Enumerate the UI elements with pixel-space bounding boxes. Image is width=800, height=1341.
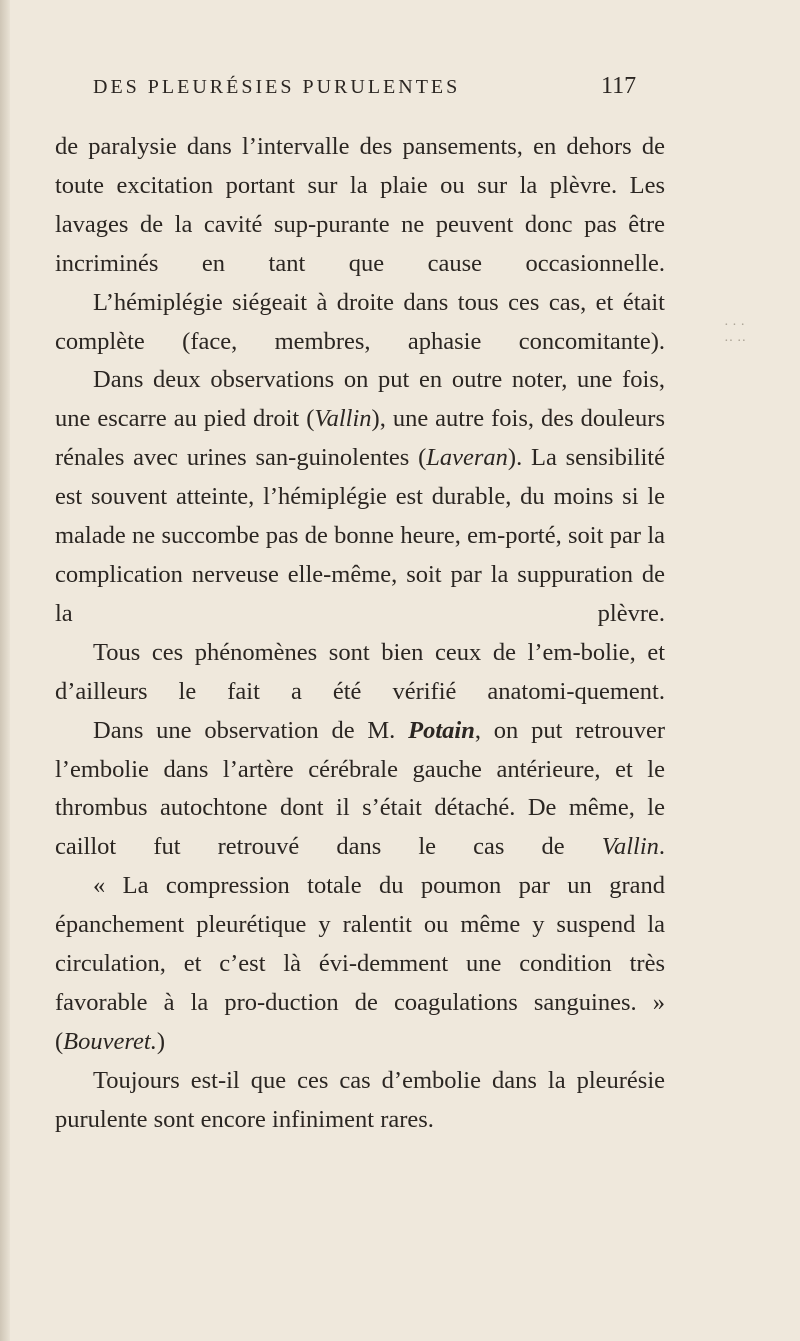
paragraph-6 xyxy=(55,867,665,1062)
paragraph-3-text-c: ). La sensibilité est souvent atteinte, l’hémiplégie est durable, du moins si le malade ne succombe pas de bonne heure, em-porté, soit par la complication nerveuse elle-même, soit par la suppuration de la plèvre. xyxy=(55,444,665,627)
paragraph-5-text-a: Dans une observation de M. xyxy=(93,716,409,744)
paragraph-7: Toujours est-il que ces cas d’embolie dans la pleurésie purulente sont encore infiniment rares. xyxy=(55,1066,665,1133)
author-name-laveran: Laveran xyxy=(426,444,508,472)
paragraph-3 xyxy=(55,361,665,633)
page-header xyxy=(0,73,800,106)
paragraph-3-text-b: ), une autre fois, des douleurs rénales avec urines san-guinolentes ( xyxy=(55,405,665,472)
paragraph-2: L’hémiplégie siégeait à droite dans tous ces cas, et était complète (face, membres, aphasie concomitante). xyxy=(55,288,665,355)
paragraph-3-text-a: Dans deux observations on put en outre noter, une fois, une escarre au pied droit ( xyxy=(55,366,665,433)
margin-specks: · · · ·· ·· xyxy=(724,318,747,349)
author-name-vallin-2: Vallin xyxy=(601,833,659,861)
author-name-potain: Potain xyxy=(408,716,475,744)
paragraph-6-text-a: « La compression totale du poumon par un grand épanchement pleurétique y ralentit ou même y suspend la circulation, et c’est là évi-demment une condition très favorable à la pro-duction de coagulations sanguines. » ( xyxy=(55,872,665,1055)
paragraph-6-text-b: ) xyxy=(156,1027,165,1055)
paragraph-4: Tous ces phénomènes sont bien ceux de l’em-bolie, et d’ailleurs le fait a été vérifié anatomi-quement. xyxy=(55,638,665,705)
paragraph-5-text-b: , on put retrouver l’embolie dans l’artère cérébrale gauche antérieure, et le thrombus autochtone dont il s’était détaché. De même, le caillot fut retrouvé dans le cas de xyxy=(55,716,665,861)
paragraph-1: de paralysie dans l’intervalle des pansements, en dehors de toute excitation portant sur la plaie ou sur la plèvre. Les lavages de la cavité sup-purante ne peuvent donc pas être incriminés en tant que cause occasionnelle. xyxy=(55,133,665,277)
page-number: 117 xyxy=(601,73,637,99)
running-head: DES PLEURÉSIES PURULENTES xyxy=(93,76,461,98)
paragraph-5 xyxy=(55,712,665,868)
author-name-bouveret: Bouveret. xyxy=(63,1027,157,1055)
page-edge xyxy=(0,0,10,1341)
author-name-vallin: Vallin xyxy=(314,405,372,433)
paragraph-5-text-c: . xyxy=(658,833,665,861)
body-text xyxy=(55,128,665,1140)
